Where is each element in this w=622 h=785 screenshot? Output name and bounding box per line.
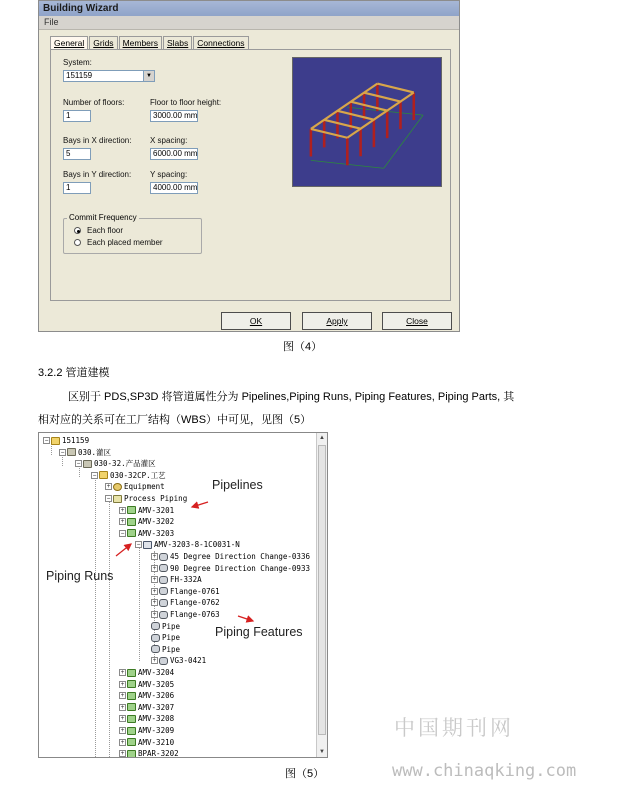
- tree-guide: [139, 541, 140, 661]
- tree-node[interactable]: [105, 481, 165, 492]
- figure-4-caption: 图（4）: [283, 341, 323, 353]
- tree-guide: [95, 473, 96, 758]
- tree-node[interactable]: [119, 667, 174, 678]
- watermark-cn: 中国期刊网: [394, 716, 514, 740]
- expand-icon[interactable]: +: [120, 715, 125, 723]
- collapse-icon[interactable]: −: [120, 529, 125, 537]
- tree-node[interactable]: [119, 528, 174, 539]
- pipeline-icon: [127, 518, 136, 526]
- collapse-icon[interactable]: −: [60, 448, 65, 456]
- system-value: 151159: [66, 71, 93, 80]
- tree-node[interactable]: [119, 713, 174, 724]
- feature-icon: [159, 564, 168, 572]
- tree-node[interactable]: [151, 563, 310, 574]
- tree-node[interactable]: [75, 458, 156, 469]
- feature-icon: [151, 622, 160, 630]
- annotation-piping-runs: Piping Runs: [46, 569, 114, 583]
- tree-node-label: Pipe: [162, 621, 181, 631]
- pipeline-icon: [127, 727, 136, 735]
- system-select[interactable]: [63, 70, 155, 82]
- general-panel: [50, 49, 451, 301]
- apply-button[interactable]: Apply: [302, 312, 372, 330]
- feature-icon: [151, 645, 160, 653]
- pipeline-icon: [127, 750, 136, 758]
- feature-icon: [159, 657, 168, 665]
- expand-icon[interactable]: +: [120, 692, 125, 700]
- collapse-icon[interactable]: −: [106, 495, 111, 502]
- tree-node-label: VG3-0421: [170, 656, 207, 666]
- tree-node[interactable]: [151, 597, 220, 608]
- folder-icon: [99, 471, 108, 479]
- radio-each-floor[interactable]: [74, 227, 81, 234]
- expand-icon[interactable]: +: [152, 657, 157, 665]
- paragraph-line-1: 区别于 PDS,SP3D 将管道属性分为 Pipelines,Piping Runs, Piping Features, Piping Parts, 其: [68, 391, 515, 403]
- tree-node[interactable]: [151, 551, 310, 562]
- tree-node-label: Pipe: [162, 644, 181, 654]
- tree-node[interactable]: [43, 435, 89, 446]
- tab-strip: [50, 36, 250, 50]
- area-icon: [83, 460, 92, 468]
- area-icon: [67, 448, 76, 456]
- expand-icon[interactable]: +: [120, 506, 125, 514]
- pipeline-icon: [127, 506, 136, 514]
- building-wizard-dialog: [38, 0, 460, 332]
- tree-node-label: AMV-3203-8-1C0031-N: [154, 540, 240, 550]
- pipeline-icon: [127, 529, 136, 537]
- x-spacing-input[interactable]: 6000.00 mm: [150, 148, 198, 160]
- beam-member: [337, 111, 373, 120]
- expand-icon[interactable]: +: [120, 518, 125, 526]
- tree-node-label: 90 Degree Direction Change-0933: [170, 563, 310, 573]
- tree-node[interactable]: [151, 586, 220, 597]
- feature-icon: [159, 599, 168, 607]
- tree-node[interactable]: [151, 621, 180, 632]
- tree-node[interactable]: [119, 690, 174, 701]
- expand-icon[interactable]: +: [120, 750, 125, 758]
- tree-node-label: AMV-3203: [138, 528, 175, 538]
- y-spacing-label: Y spacing:: [150, 170, 188, 179]
- pipeline-icon: [127, 692, 136, 700]
- y-spacing-input[interactable]: 4000.00 mm: [150, 182, 198, 194]
- tab-members[interactable]: Members: [119, 36, 162, 50]
- collapse-icon[interactable]: −: [92, 471, 97, 479]
- tree-node-label: Process Piping: [124, 494, 188, 503]
- commit-frequency-label: Commit Frequency: [69, 213, 137, 222]
- floor-height-input[interactable]: 3000.00 mm: [150, 110, 198, 122]
- floor-height-label: Floor to floor height:: [150, 98, 222, 107]
- tree-scrollbar[interactable]: [316, 433, 327, 758]
- system-label: System:: [63, 58, 92, 67]
- feature-icon: [159, 576, 168, 584]
- expand-icon[interactable]: +: [106, 483, 111, 491]
- expand-icon[interactable]: +: [152, 599, 157, 607]
- tree-node[interactable]: [119, 679, 174, 690]
- chevron-down-icon[interactable]: ▼: [143, 71, 154, 81]
- pipeline-icon: [127, 669, 136, 677]
- expand-icon[interactable]: +: [152, 611, 157, 618]
- annotation-pipelines: Pipelines: [212, 478, 263, 492]
- collapse-icon[interactable]: −: [76, 460, 81, 468]
- expand-icon[interactable]: +: [120, 680, 125, 688]
- tree-node[interactable]: [119, 737, 174, 748]
- collapse-icon[interactable]: −: [136, 541, 141, 549]
- run-icon: [143, 541, 152, 549]
- tree-node[interactable]: [151, 644, 180, 655]
- tree-node-label: FH-332A: [170, 575, 202, 585]
- tree-node-label: Flange-0761: [170, 586, 220, 596]
- wbs-tree-view[interactable]: [38, 432, 328, 758]
- tree-node[interactable]: [119, 505, 174, 516]
- tab-general[interactable]: General: [50, 36, 88, 51]
- tree-node-label: 030-32.产品灌区: [94, 459, 156, 469]
- tree-node-label: AMV-3201: [138, 505, 175, 515]
- expand-icon[interactable]: +: [152, 587, 157, 595]
- beam-member: [311, 129, 347, 138]
- tree-node[interactable]: [151, 655, 206, 666]
- tree-node-label: Pipe: [162, 633, 181, 643]
- tree-guide: [109, 495, 110, 758]
- system-icon: [113, 495, 122, 503]
- menu-file[interactable]: File: [39, 16, 460, 30]
- tree-node[interactable]: [119, 748, 179, 758]
- pipeline-icon: [127, 738, 136, 746]
- tree-node[interactable]: [119, 516, 174, 527]
- tree-node-label: BPAR-3202: [138, 749, 179, 758]
- tree-node[interactable]: [59, 447, 111, 458]
- expand-icon[interactable]: +: [152, 564, 157, 572]
- tree-node-label: 151159: [62, 436, 90, 445]
- pipeline-icon: [127, 715, 136, 723]
- watermark-url: www.chinaqking.com: [392, 761, 577, 781]
- folder-icon: [51, 437, 60, 445]
- tree-node[interactable]: [119, 725, 174, 736]
- commit-frequency-group: [63, 218, 202, 254]
- tab-slabs[interactable]: Slabs: [163, 36, 192, 50]
- tree-node[interactable]: [151, 632, 180, 643]
- close-button[interactable]: Close: [382, 312, 452, 330]
- expand-icon[interactable]: +: [120, 738, 125, 746]
- equip-icon: [113, 483, 122, 491]
- bays-x-label: Bays in X direction:: [63, 136, 132, 145]
- expand-icon[interactable]: +: [120, 727, 125, 734]
- tree-node-label: AMV-3202: [138, 517, 175, 527]
- beam-member: [324, 120, 360, 129]
- tree-node[interactable]: [151, 574, 202, 585]
- bays-x-input[interactable]: 5: [63, 148, 91, 160]
- figure-5-caption: 图（5）: [285, 768, 325, 780]
- tree-node-label: AMV-3208: [138, 714, 175, 724]
- tree-node-label: AMV-3207: [138, 702, 175, 712]
- expand-icon[interactable]: +: [152, 576, 157, 584]
- tree-node-label: 030-32CP.工艺: [110, 470, 166, 480]
- radio-each-member[interactable]: [74, 239, 81, 246]
- scroll-up-icon[interactable]: ▲: [319, 435, 325, 441]
- tree-node-label: AMV-3209: [138, 726, 175, 735]
- bays-y-label: Bays in Y direction:: [63, 170, 132, 179]
- tree-node[interactable]: [105, 493, 187, 504]
- tree-node-label: AMV-3205: [138, 679, 175, 689]
- tab-grids[interactable]: Grids: [89, 36, 117, 50]
- x-spacing-label: X spacing:: [150, 136, 188, 145]
- tree-node-label: 030.灌区: [78, 447, 112, 457]
- collapse-icon[interactable]: −: [44, 437, 49, 444]
- each-member-label: Each placed member: [87, 238, 163, 247]
- feature-icon: [159, 553, 168, 561]
- scroll-thumb[interactable]: [318, 445, 326, 735]
- section-heading: 3.2.2 管道建模: [38, 367, 110, 379]
- tree-node-label: AMV-3206: [138, 691, 175, 701]
- dialog-title: Building Wizard: [39, 1, 460, 16]
- pipeline-icon: [127, 703, 136, 711]
- paragraph-line-2: 相对应的关系可在工厂结构（WBS）中可见，见图（5）: [38, 414, 312, 426]
- expand-icon[interactable]: +: [120, 703, 125, 711]
- expand-icon[interactable]: +: [120, 669, 125, 676]
- tree-node-label: AMV-3204: [138, 668, 175, 677]
- tree-node-label: Flange-0762: [170, 598, 220, 608]
- annotation-piping-features: Piping Features: [215, 625, 303, 639]
- tree-node[interactable]: [91, 470, 166, 481]
- beam-member: [364, 93, 400, 102]
- tab-connections[interactable]: Connections: [193, 36, 248, 50]
- tree-node[interactable]: [151, 609, 220, 620]
- floors-input[interactable]: 1: [63, 110, 91, 122]
- tree-node-label: 45 Degree Direction Change-0336: [170, 552, 310, 561]
- expand-icon[interactable]: +: [152, 553, 157, 560]
- tree-node[interactable]: [119, 702, 174, 713]
- grid-line: [384, 115, 423, 168]
- feature-icon: [151, 634, 160, 642]
- pipeline-icon: [127, 680, 136, 688]
- bays-y-input[interactable]: 1: [63, 182, 91, 194]
- beam-member: [377, 84, 413, 93]
- scroll-down-icon[interactable]: ▼: [319, 749, 325, 755]
- tree-node-label: Equipment: [124, 482, 165, 492]
- each-floor-label: Each floor: [87, 226, 124, 235]
- feature-icon: [159, 611, 168, 619]
- tree-node[interactable]: [135, 539, 240, 550]
- feature-icon: [159, 587, 168, 595]
- building-preview: [292, 57, 442, 187]
- floors-label: Number of floors:: [63, 98, 125, 107]
- tree-node-label: AMV-3210: [138, 737, 175, 747]
- tree-node-label: Flange-0763: [170, 610, 220, 619]
- ok-button[interactable]: OK: [221, 312, 291, 330]
